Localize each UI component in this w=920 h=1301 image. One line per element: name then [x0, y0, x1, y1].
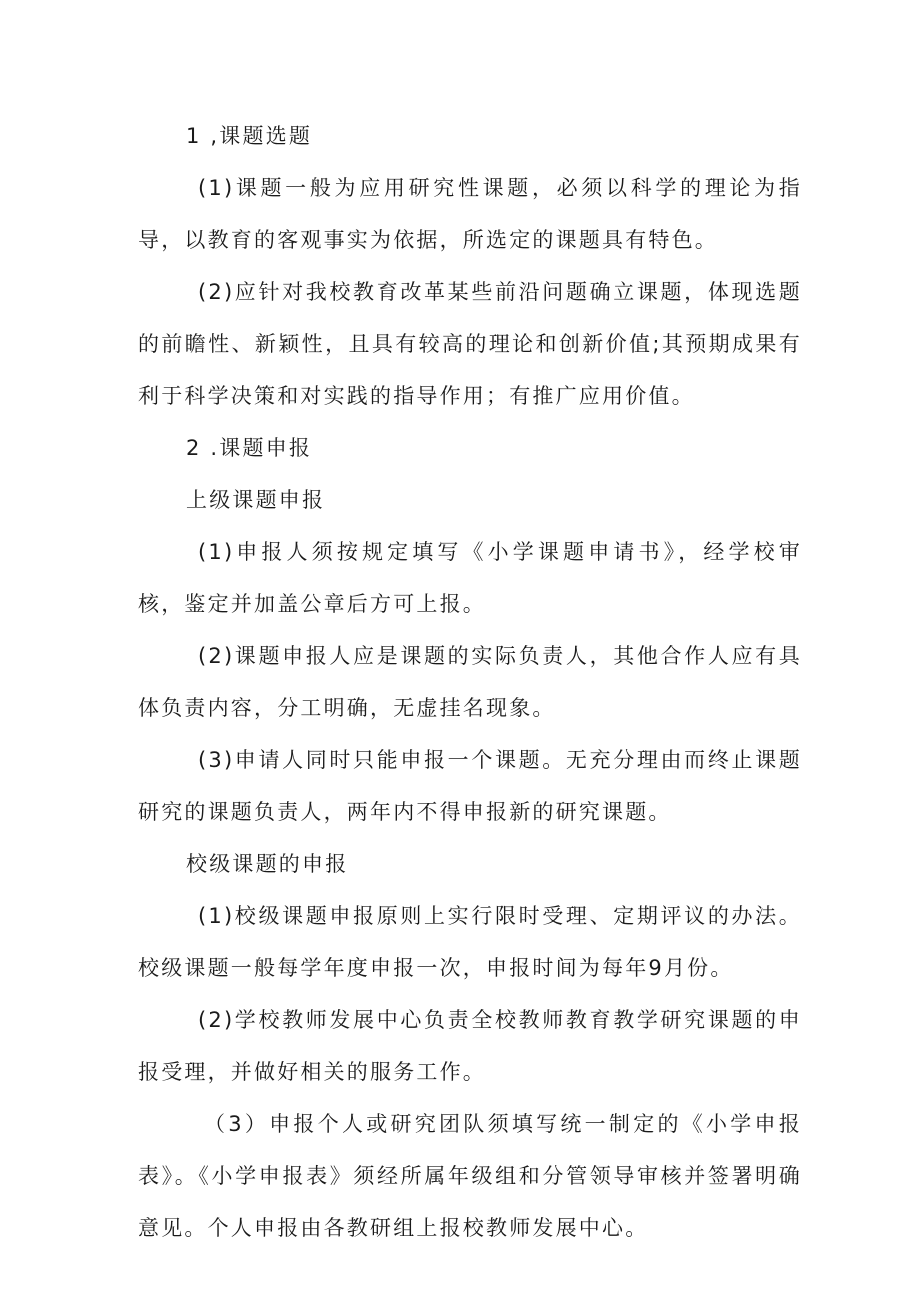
section-heading-topic-application: 2 .课题申报 — [186, 436, 313, 460]
document-page — [138, 110, 802, 1254]
paragraph-school-application-1: (1)校级课题申报原则上实行限时受理、定期评议的办法。校级课题一般每学年度申报一次，申报时间为每年9月份。 — [138, 904, 802, 980]
paragraph-superior-application-3: (3)申请人同时只能申报一个课题。无充分理由而终止课题研究的课题负责人，两年内不得申报新的研究课题。 — [138, 748, 802, 824]
paragraph-school-application-2: (2)学校教师发展中心负责全校教师教育教学研究课题的申报受理，并做好相关的服务工作。 — [138, 1008, 802, 1084]
paragraph-school-application-3: （3）申报个人或研究团队须填写统一制定的《小学申报表》。《小学申报表》须经所属年级组和分管领导审核并签署明确意见。个人申报由各教研组上报校教师发展中心。 — [138, 1112, 802, 1240]
paragraph-topic-selection-1: (1)课题一般为应用研究性课题，必须以科学的理论为指导，以教育的客观事实为依据，所选定的课题具有特色。 — [138, 176, 802, 252]
subheading-school-application: 校级课题的申报 — [186, 852, 349, 876]
paragraph-superior-application-2: (2)课题申报人应是课题的实际负责人，其他合作人应有具体负责内容，分工明确，无虚挂名现象。 — [138, 644, 802, 720]
section-heading-topic-selection: 1 ,课题选题 — [186, 124, 313, 148]
subheading-superior-application: 上级课题申报 — [186, 488, 326, 512]
paragraph-topic-selection-2: (2)应针对我校教育改革某些前沿问题确立课题，体现选题的前瞻性、新颖性，且具有较高的理论和创新价值;其预期成果有利于科学决策和对实践的指导作用；有推广应用价值。 — [138, 280, 802, 408]
paragraph-superior-application-1: (1)申报人须按规定填写《小学课题申请书》，经学校审核，鉴定并加盖公章后方可上报。 — [138, 540, 802, 616]
